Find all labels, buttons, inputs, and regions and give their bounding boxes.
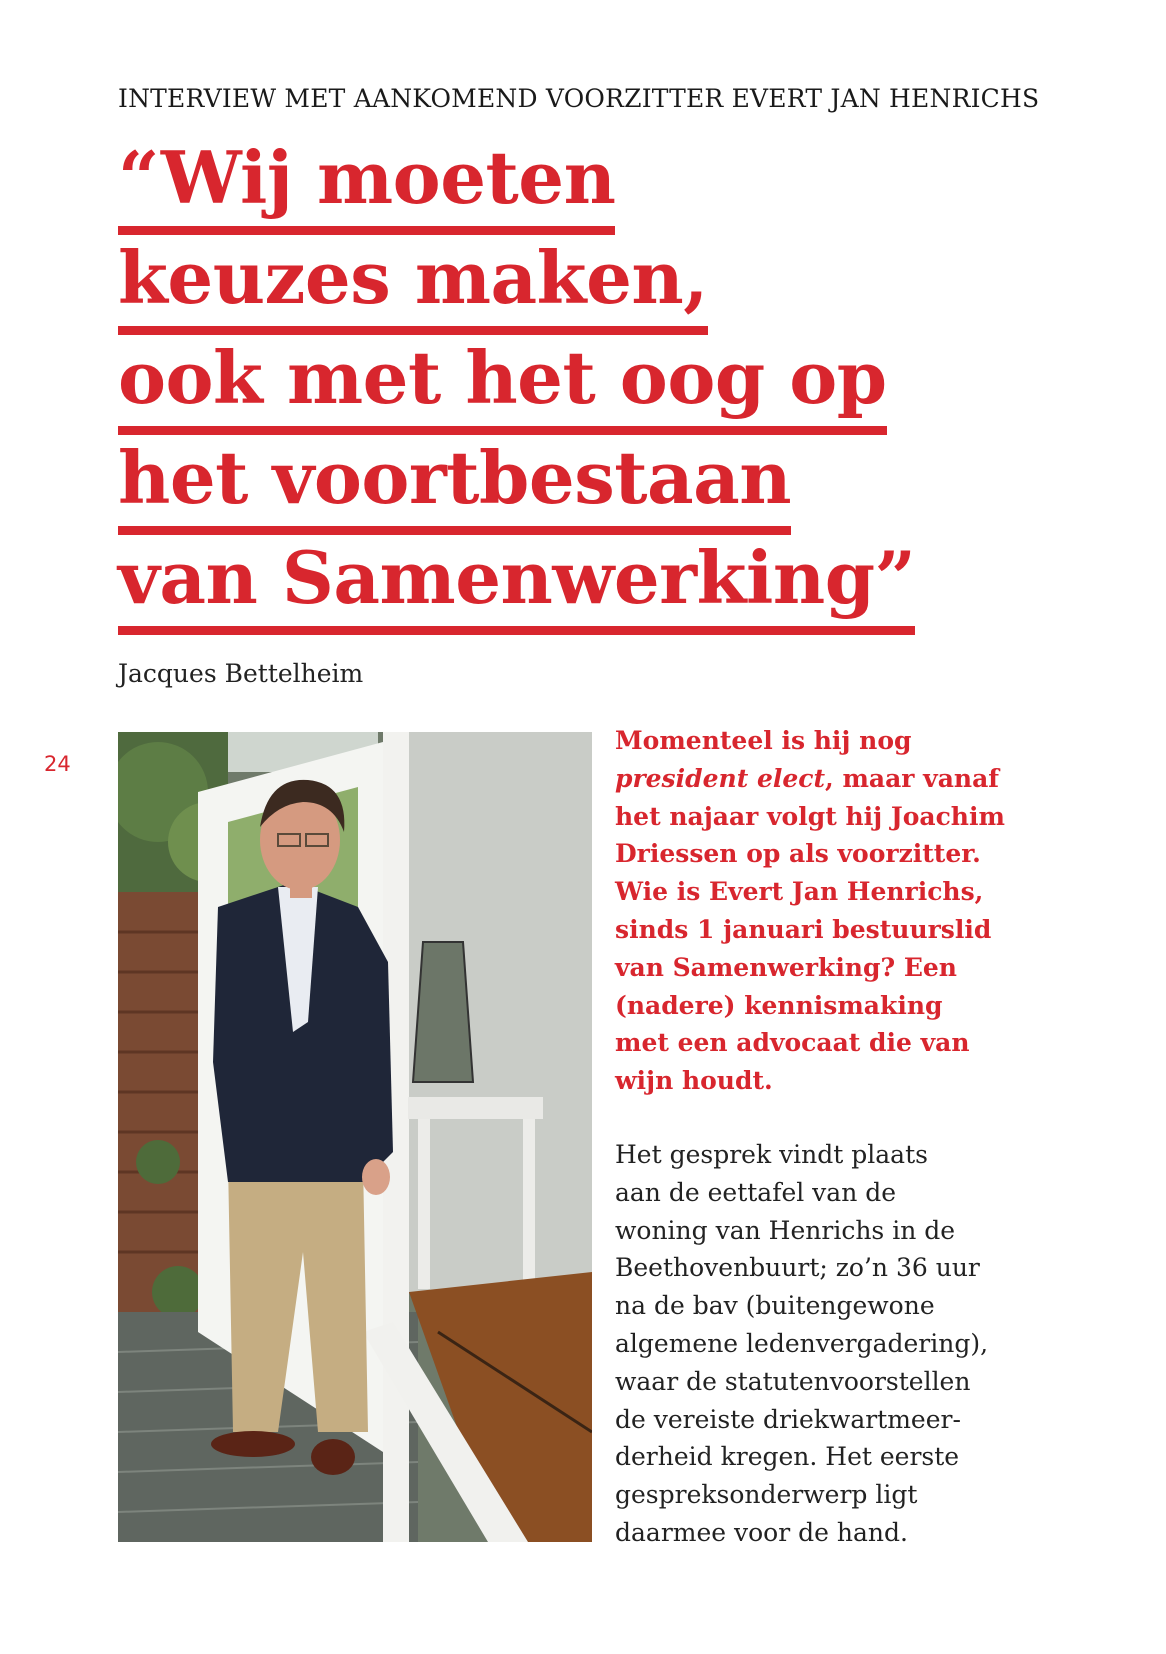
intro-line: Momenteel is hij nog [615,726,912,755]
headline-line: keuzes maken, [118,238,708,335]
author-byline: Jacques Bettelheim [118,659,364,688]
article-headline [118,135,998,638]
body-line: Het gesprek vindt plaats [615,1140,928,1169]
intro-italic-term: president elect [615,763,826,793]
body-line: de vereiste driekwartmeer- [615,1404,961,1434]
body-line: na de bav (buitengewone [615,1291,935,1321]
headline-line: “Wij moeten [118,138,615,235]
intro-line [615,760,1015,798]
body-line: Beethovenbuurt; zo’n 36 uur [615,1253,980,1283]
headline-line: van Samenwerking” [118,538,915,635]
body-line: derheid kregen. Het eerste [615,1442,960,1472]
portrait-photo [118,732,592,1542]
intro-line: Wie is Evert Jan Henrichs, [615,877,984,907]
intro-line: (nadere) kennismaking [615,990,943,1020]
intro-line: sinds 1 januari bestuurslid [615,914,992,944]
intro-line: met een advocaat die van [615,1028,970,1058]
body-line: daarmee voor de hand. [615,1517,908,1547]
body-line: algemene ledenvergadering), [615,1328,989,1358]
headline-line: het voortbestaan [118,438,791,535]
intro-line: wijn houdt. [615,1066,773,1096]
article-kicker: INTERVIEW MET AANKOMEND VOORZITTER EVERT JAN HENRICHS [118,84,1040,113]
intro-line: het najaar volgt hij Joachim [615,801,1005,831]
body-line: gespreksonderwerp ligt [615,1480,918,1510]
headline-line: ook met het oog op [118,338,887,435]
body-line: aan de eettafel van de [615,1177,897,1207]
page-number: 24 [44,752,71,776]
article-intro [615,722,1015,1100]
article-body [615,1136,1015,1552]
body-line: waar de statutenvoorstellen [615,1366,971,1396]
body-line: woning van Henrichs in de [615,1215,956,1245]
intro-line-rest: , maar vanaf [825,763,1000,793]
intro-line: van Samenwerking? Een [615,952,957,982]
intro-line: Driessen op als voorzitter. [615,839,981,869]
